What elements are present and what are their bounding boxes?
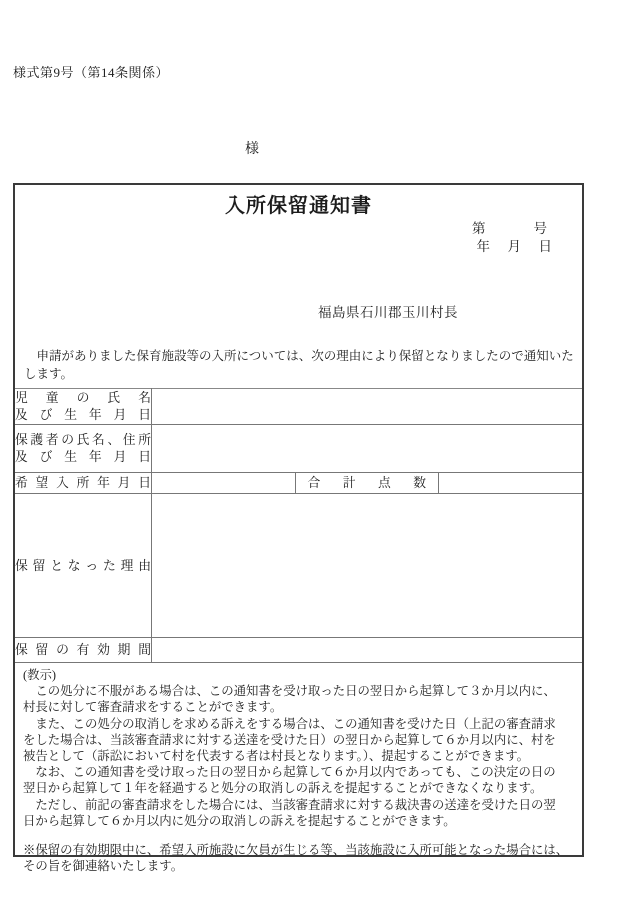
intro-line-2: します。: [24, 366, 74, 381]
hold-period-value-cell: [152, 638, 583, 663]
kyoji-line: をした場合は、当該審査請求に対する送達を受けた日）の翌日から起算して６か月以内に、村を: [23, 732, 556, 747]
table-row: [15, 638, 582, 663]
guardian-name-label-cell: [15, 425, 152, 473]
hold-period-label-cell: [15, 638, 152, 663]
desired-date-value-cell: [152, 473, 296, 494]
table-row: [15, 494, 582, 638]
kyoji-line: また、この処分の取消しを求める訴えをする場合は、この通知書を受けた日（上記の審査請求: [23, 716, 556, 731]
guardian-name-label-line1: 保護者の氏名、住所: [15, 432, 151, 447]
notice-box: [13, 183, 584, 874]
hold-period-label: 保留の有効期間: [15, 642, 151, 657]
total-score-value-cell: [439, 473, 583, 494]
total-score-label: 合計点数: [307, 475, 426, 490]
table-row: [15, 425, 582, 473]
vacancy-note-line-1: ※保留の有効期限中に、希望入所施設に欠員が生じる等、当該施設に入所可能となった場合には、: [23, 843, 569, 858]
document-meta: [15, 220, 582, 256]
child-name-value-cell: [152, 389, 583, 425]
kyoji-line: 日から起算して６か月以内に処分の取消しの訴えを提起することができます。: [23, 813, 456, 828]
appeal-instructions: [15, 663, 582, 874]
kyoji-line: 被告として（訴訟において村を代表する者は村長となります。）、提起することができます。: [23, 749, 530, 764]
intro-paragraph: [15, 348, 582, 383]
guardian-name-value-cell: [152, 425, 583, 473]
hold-reason-label-cell: [15, 494, 152, 638]
kyoji-line: なお、この通知書を受け取った日の翌日から起算して６か月以内であっても、この決定の日の: [23, 765, 556, 780]
child-name-label-line2: 及び生年月日: [15, 407, 151, 422]
form-table: [15, 388, 582, 663]
total-score-label-cell: [295, 473, 439, 494]
child-name-label-line1: 児童の氏名: [15, 390, 151, 405]
form-number: 様式第9号（第14条関係）: [13, 65, 170, 80]
addressee-label: 様: [245, 142, 259, 157]
kyoji-line: この処分に不服がある場合は、この通知書を受け取った日の翌日から起算して３か月以内に、: [23, 684, 556, 699]
document-number-line: 第 号: [472, 221, 554, 236]
document-title: 入所保留通知書: [225, 195, 372, 217]
vacancy-note-line-2: その旨を御連絡いたします。: [23, 859, 184, 874]
kyoji-line: 翌日から起算して１年を経過すると処分の取消しの訴えを提起することができなくなります。: [23, 781, 543, 796]
hold-reason-label: 保留となった理由: [15, 558, 151, 573]
table-row: [15, 389, 582, 425]
kyoji-line: ただし、前記の審査請求をした場合には、当該審査請求に対する裁決書の送達を受けた日の翌: [23, 797, 556, 812]
issuer-name: 福島県石川郡玉川村長: [318, 305, 458, 320]
table-row: [15, 473, 582, 494]
kyoji-line: 村長に対して審査請求をすることができます。: [23, 700, 283, 715]
desired-date-label-cell: [15, 473, 152, 494]
intro-line-1: 申請がありました保育施設等の入所については、次の理由により保留となりましたので通知いた: [24, 349, 574, 363]
desired-date-label: 希望入所年月日: [15, 475, 151, 490]
kyoji-heading: (教示): [23, 668, 57, 682]
child-name-label-cell: [15, 389, 152, 425]
document-date-line: 年 月 日: [476, 239, 554, 254]
guardian-name-label-line2: 及び生年月日: [15, 449, 151, 464]
hold-reason-value-cell: [152, 494, 583, 638]
